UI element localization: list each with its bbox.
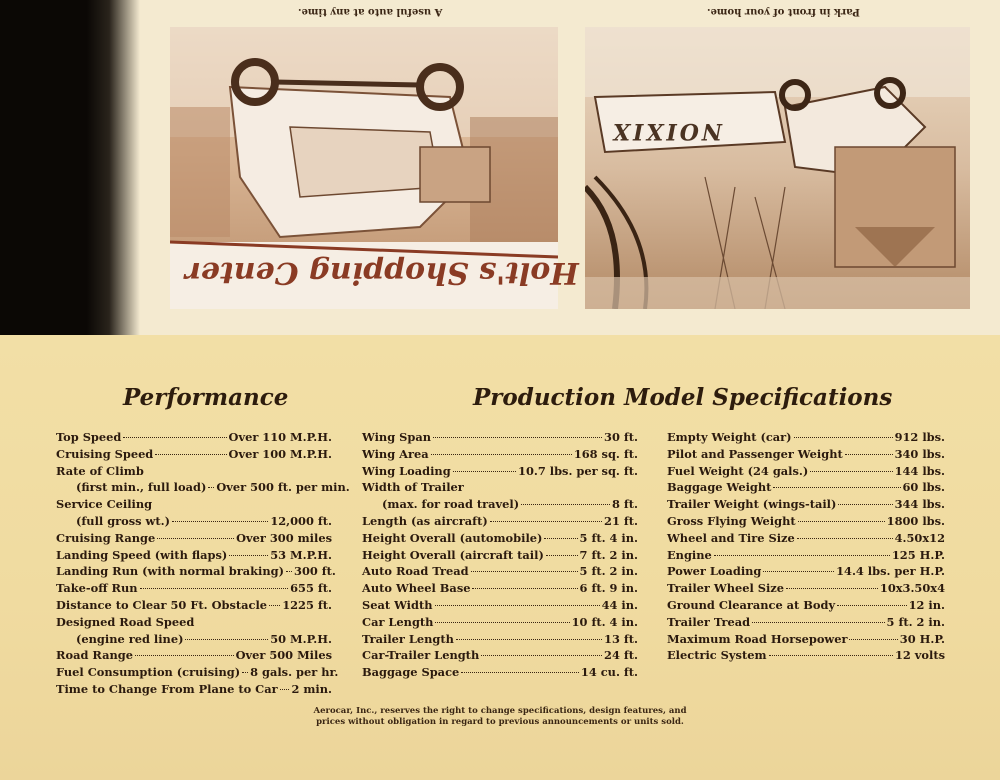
dot-leader — [155, 454, 226, 455]
spec-value: 30 H.P. — [899, 631, 945, 646]
spec-label: Fuel Consumption (cruising) — [56, 665, 241, 680]
spec-label: Landing Speed (with flaps) — [56, 547, 228, 562]
spec-value: 144 lbs. — [894, 463, 945, 478]
spec-value: 10 ft. 4 in. — [571, 614, 638, 629]
spec-label: Maximum Road Horsepower — [667, 631, 848, 646]
spec-value: 2 min. — [291, 681, 332, 696]
spec-value: Over 500 ft. per min. — [216, 480, 350, 495]
spec-value: 5 ft. 2 in. — [886, 614, 945, 629]
spec-row — [667, 580, 945, 597]
spec-row — [362, 496, 638, 513]
photo-home-parking — [585, 27, 970, 309]
spec-label: (max. for road travel) — [382, 497, 520, 512]
spec-label: Car-Trailer Length — [362, 648, 480, 663]
dot-leader — [845, 454, 893, 455]
dot-leader — [471, 571, 578, 572]
spec-row — [667, 597, 945, 614]
spec-label: Take-off Run — [56, 581, 138, 596]
spec-label: Service Ceiling — [56, 497, 153, 512]
dot-leader — [714, 555, 890, 556]
dot-leader — [798, 521, 885, 522]
dot-leader — [269, 605, 280, 606]
spec-value: 60 lbs. — [902, 480, 945, 495]
spec-value: 4.50x12 — [894, 530, 945, 545]
spec-value: 50 M.P.H. — [270, 631, 332, 646]
spec-label: Pilot and Passenger Weight — [667, 446, 843, 461]
spec-row — [667, 547, 945, 564]
spec-row — [362, 530, 638, 547]
spec-row — [667, 631, 945, 648]
dot-leader — [769, 655, 893, 656]
spec-label: Height Overall (aircraft tail) — [362, 547, 544, 562]
specs-list-right — [667, 429, 945, 664]
spec-value: 14 cu. ft. — [580, 665, 638, 680]
spec-row — [362, 597, 638, 614]
spec-label: Electric System — [667, 648, 767, 663]
dot-leader — [435, 605, 600, 606]
dot-leader — [433, 437, 602, 438]
dot-leader — [481, 655, 602, 656]
spec-label: Height Overall (automobile) — [362, 530, 543, 545]
spec-value: 5 ft. 4 in. — [579, 530, 638, 545]
dot-leader — [810, 471, 892, 472]
spec-row — [56, 547, 332, 564]
spec-value: 12 in. — [908, 597, 945, 612]
spec-value: 1225 ft. — [282, 597, 332, 612]
spec-label: Seat Width — [362, 597, 433, 612]
spec-value: 6 ft. 9 in. — [579, 581, 638, 596]
spec-value: 8 gals. per hr. — [250, 665, 339, 680]
dot-leader — [794, 437, 893, 438]
spec-value: 14.4 lbs. per H.P. — [836, 564, 945, 579]
spec-row — [667, 479, 945, 496]
photo-home-parking-drawing — [585, 27, 970, 309]
spec-value: 12,000 ft. — [270, 513, 332, 528]
dot-leader — [837, 605, 907, 606]
dot-leader — [435, 622, 569, 623]
spec-label: (engine red line) — [76, 631, 184, 646]
spec-label: Wing Span — [362, 430, 431, 444]
dot-leader — [280, 689, 290, 690]
spec-value: 300 ft. — [294, 564, 336, 579]
spec-value: 7 ft. 2 in. — [579, 547, 638, 562]
spec-label: Wheel and Tire Size — [667, 530, 795, 545]
spec-row — [362, 463, 638, 480]
spec-label: Wing Loading — [362, 463, 451, 478]
spec-row — [56, 664, 339, 681]
performance-heading: Performance — [123, 384, 289, 411]
dot-leader — [752, 622, 884, 623]
dot-leader — [544, 538, 577, 539]
spec-value: 168 sq. ft. — [573, 446, 638, 461]
spec-label: Road Range — [56, 648, 133, 663]
spec-row — [667, 647, 945, 664]
spec-value: Over 500 Miles — [235, 648, 332, 663]
spec-row — [667, 496, 945, 513]
spec-label: Auto Wheel Base — [362, 581, 471, 596]
spec-row — [667, 563, 945, 580]
spec-row — [56, 580, 332, 597]
spec-label: Car Length — [362, 614, 434, 629]
spec-row — [56, 463, 332, 480]
spec-row — [362, 479, 638, 496]
photo-band — [0, 0, 1000, 335]
black-edge-strip — [0, 0, 140, 335]
spec-row — [362, 614, 638, 631]
spec-row — [362, 513, 638, 530]
spec-row — [667, 530, 945, 547]
dot-leader — [521, 504, 610, 505]
spec-label: Baggage Space — [362, 665, 460, 680]
spec-value: 30 ft. — [604, 430, 638, 444]
spec-row — [56, 446, 332, 463]
spec-value: 53 M.P.H. — [270, 547, 332, 562]
dot-leader — [208, 487, 214, 488]
spec-label: Cruising Range — [56, 530, 156, 545]
spec-row — [56, 563, 336, 580]
spec-value: 21 ft. — [604, 513, 638, 528]
dot-leader — [849, 639, 897, 640]
dot-leader — [140, 588, 289, 589]
spec-label: Distance to Clear 50 Ft. Obstacle — [56, 597, 268, 612]
spec-row — [56, 614, 332, 631]
disclaimer-line-2: prices without obligation in regard to previous announcements or units sold. — [316, 717, 684, 727]
spec-row — [362, 631, 638, 648]
spec-value: Over 110 M.P.H. — [228, 430, 332, 444]
dot-leader — [797, 538, 893, 539]
specifications-heading: Production Model Specifications — [473, 384, 893, 411]
spec-label: Trailer Tread — [667, 614, 751, 629]
spec-label: Designed Road Speed — [56, 614, 195, 629]
dot-leader — [472, 588, 577, 589]
spec-row — [56, 496, 332, 513]
spec-label: Landing Run (with normal braking) — [56, 564, 285, 579]
spec-value: Over 100 M.P.H. — [228, 446, 332, 461]
spec-value: 44 in. — [601, 597, 638, 612]
dot-leader — [461, 672, 579, 673]
spec-label: Gross Flying Weight — [667, 513, 796, 528]
spec-row — [667, 429, 945, 446]
spec-value: 10.7 lbs. per sq. ft. — [518, 463, 638, 478]
spec-row — [362, 647, 638, 664]
spec-row — [362, 664, 638, 681]
spec-row — [667, 446, 945, 463]
dot-leader — [157, 538, 234, 539]
spec-value: 912 lbs. — [894, 430, 945, 444]
spec-row — [56, 530, 332, 547]
spec-value: 344 lbs. — [894, 497, 945, 512]
spec-row — [362, 429, 638, 446]
dot-leader — [786, 588, 878, 589]
dot-leader — [773, 487, 900, 488]
spec-row — [56, 429, 332, 446]
spec-row — [56, 513, 332, 530]
spec-label: Width of Trailer — [362, 480, 464, 495]
dot-leader — [456, 639, 602, 640]
spec-label: (full gross wt.) — [76, 513, 170, 528]
spec-row — [667, 614, 945, 631]
dot-leader — [123, 437, 226, 438]
spec-row — [56, 631, 332, 648]
dot-leader — [763, 571, 834, 572]
spec-label: Time to Change From Plane to Car — [56, 681, 278, 696]
dot-leader — [172, 521, 268, 522]
dot-leader — [242, 672, 248, 673]
spec-label: Engine — [667, 547, 712, 562]
spec-label: Trailer Weight (wings-tail) — [667, 497, 837, 512]
spec-value: Over 300 miles — [236, 530, 332, 545]
specs-list-middle — [362, 429, 638, 681]
spec-row — [362, 446, 638, 463]
spec-label: Power Loading — [667, 564, 762, 579]
spec-label: Ground Clearance at Body — [667, 597, 836, 612]
spec-row — [362, 547, 638, 564]
disclaimer — [0, 706, 1000, 728]
spec-row — [56, 597, 332, 614]
spec-value: 24 ft. — [604, 648, 638, 663]
spec-value: 12 volts — [894, 648, 945, 663]
caption-right: Park in front of your home. — [707, 6, 860, 17]
disclaimer-line-1: Aerocar, Inc., reserves the right to change specifications, design features, and — [313, 706, 687, 716]
spec-value: 1800 lbs. — [886, 513, 945, 528]
spec-label: Empty Weight (car) — [667, 430, 792, 444]
spec-label: Length (as aircraft) — [362, 513, 488, 528]
caption-left: A useful auto at any time. — [298, 6, 443, 17]
spec-value: 125 H.P. — [891, 547, 945, 562]
dot-leader — [838, 504, 892, 505]
spec-value: 340 lbs. — [894, 446, 945, 461]
dot-leader — [135, 655, 234, 656]
spec-row — [362, 563, 638, 580]
spec-label: Trailer Wheel Size — [667, 581, 785, 596]
performance-list — [56, 429, 350, 698]
spec-label: Fuel Weight (24 gals.) — [667, 463, 809, 478]
spec-value: 13 ft. — [604, 631, 638, 646]
dot-leader — [286, 571, 292, 572]
dot-leader — [490, 521, 602, 522]
dot-leader — [431, 454, 572, 455]
spec-row — [56, 479, 350, 496]
spec-label: Cruising Speed — [56, 446, 154, 461]
shopping-center-sign: Holt's Shopping Center — [185, 255, 579, 290]
spec-label: Rate of Climb — [56, 463, 144, 478]
spec-row — [667, 513, 945, 530]
spec-value: 655 ft. — [290, 581, 332, 596]
spec-value: 10x3.50x4 — [879, 581, 945, 596]
dot-leader — [453, 471, 516, 472]
spec-row — [56, 647, 332, 664]
spec-label: Baggage Weight — [667, 480, 772, 495]
spec-row — [362, 580, 638, 597]
dot-leader — [185, 639, 268, 640]
spec-row — [667, 463, 945, 480]
dot-leader — [546, 555, 578, 556]
spec-label: Auto Road Tread — [362, 564, 469, 579]
spec-row — [56, 681, 332, 698]
spec-value: 5 ft. 2 in. — [579, 564, 638, 579]
spec-label: Top Speed — [56, 430, 122, 444]
spec-value: 8 ft. — [611, 497, 638, 512]
aerocar-sign: NOIXIX — [610, 118, 722, 144]
spec-label: Trailer Length — [362, 631, 454, 646]
dot-leader — [229, 555, 268, 556]
spec-label: (first min., full load) — [76, 480, 207, 495]
spec-label: Wing Area — [362, 446, 429, 461]
